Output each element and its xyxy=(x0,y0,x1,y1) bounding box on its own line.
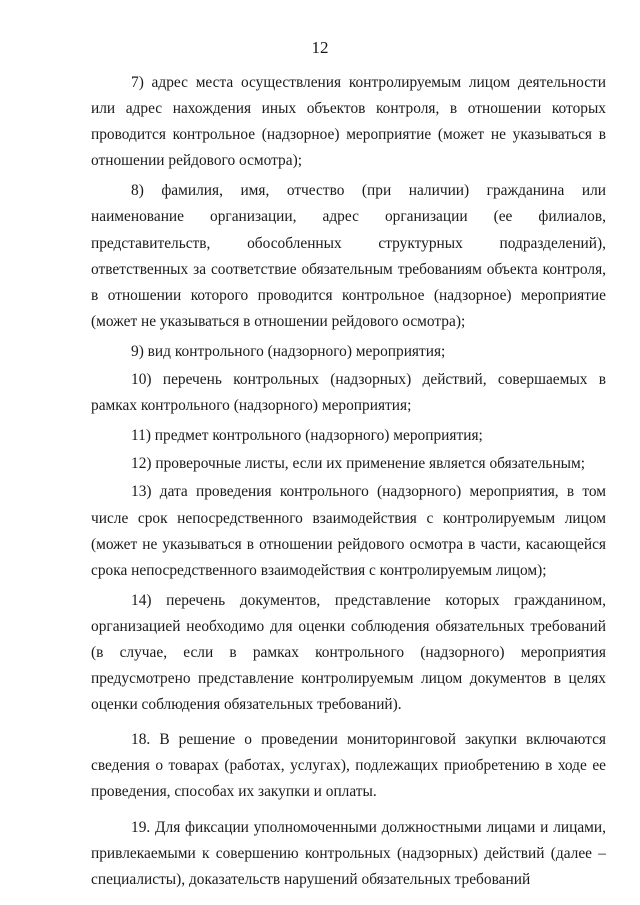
paragraph-clause-18: 18. В решение о проведении мониторинговой закупки включаются сведения о товарах (работах, услугах), подлежащих приобретению в ходе ее проведения, способах их закупки и оплаты. xyxy=(91,731,606,801)
paragraph-item-10: 10) перечень контрольных (надзорных) действий, совершаемых в рамках контрольного (надзорного) мероприятия; xyxy=(91,371,606,415)
paragraph-item-9: 9) вид контрольного (надзорного) мероприятия; xyxy=(131,342,446,360)
paragraph-item-13: 13) дата проведения контрольного (надзорного) мероприятия, в том числе срок непосредственного взаимодействия с контролируемым лицом (может не указываться в отношении рейдового осмотра в части, касающейся срока непосредственного взаимодействия с контролируемым лицом); xyxy=(91,483,606,579)
paragraph-clause-19: 19. Для фиксации уполномоченными должностными лицами и лицами, привлекаемыми к совершению контрольных (надзорных) действий (далее – специалисты), доказательств нарушений обязательных требований xyxy=(91,818,606,888)
paragraph-item-8: 8) фамилия, имя, отчество (при наличии) гражданина или наименование организации, адрес организации (ее филиалов, представительств, обособленных структурных подразделений), ответственных за соответствие обязательным требованиям объекта контроля, в отношении которого проводится контрольное (надзорное) мероприятие (может не указываться в отношении рейдового осмотра); xyxy=(91,182,606,330)
page-number: 12 xyxy=(311,38,329,57)
paragraph-item-11: 11) предмет контрольного (надзорного) мероприятия; xyxy=(131,427,483,445)
paragraph-item-7: 7) адрес места осуществления контролируемым лицом деятельности или адрес нахождения иных объектов контроля, в отношении которых проводится контрольное (надзорное) мероприятие (может не указываться в отношении рейдового осмотра); xyxy=(91,74,606,170)
document-body xyxy=(91,70,606,897)
paragraph-item-12: 12) проверочные листы, если их применение является обязательным; xyxy=(131,455,586,473)
paragraph-item-14: 14) перечень документов, представление которых гражданином, организацией необходимо для оценки соблюдения обязательных требований (в случае, если в рамках контрольного (надзорного) мероприятия предусмотрено представление контролируемым лицом документов в целях оценки соблюдения обязательных требований). xyxy=(91,591,606,714)
